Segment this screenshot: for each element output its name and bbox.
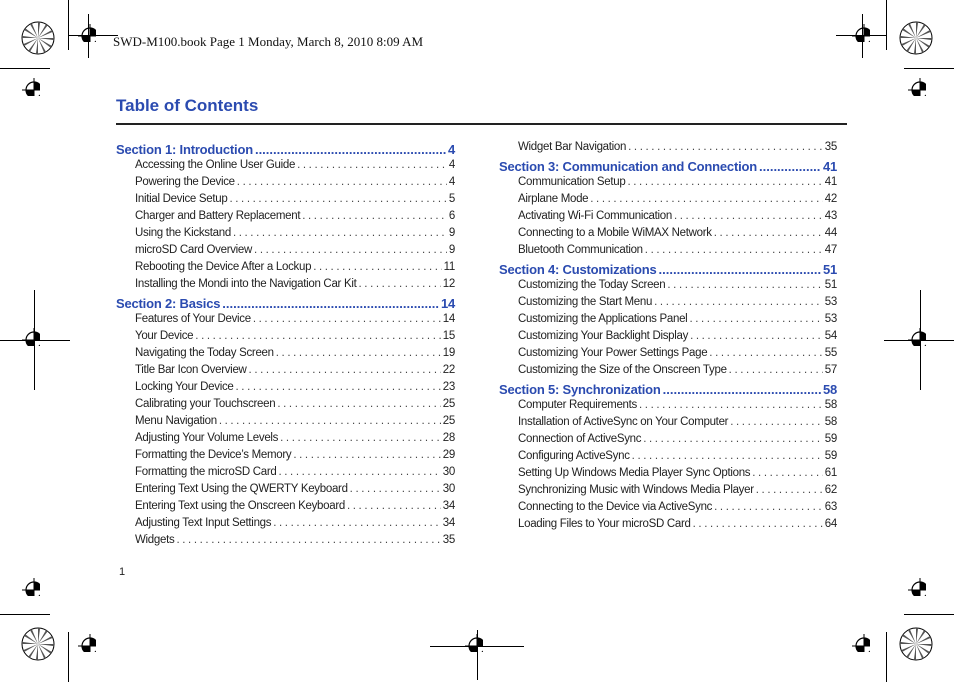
toc-entry-label: Formatting the microSD Card [135, 466, 277, 478]
dot-leader [233, 227, 447, 239]
toc-entry[interactable] [499, 227, 837, 244]
toc-entry-label: Menu Navigation [135, 415, 217, 427]
dot-leader [689, 313, 822, 325]
registration-mark-icon [908, 78, 926, 96]
toc-page-number: 14 [440, 296, 455, 311]
crop-mark-line [884, 340, 954, 341]
dot-leader [276, 347, 441, 359]
dot-leader [643, 433, 823, 445]
toc-page-number: 58 [824, 399, 837, 411]
toc-section-label: Section 3: Communication and Connection [499, 159, 757, 174]
toc-entry-label: Communication Setup [518, 176, 626, 188]
crop-mark-line [862, 14, 863, 58]
toc-entry-label: Powering the Device [135, 176, 235, 188]
dot-leader [273, 517, 441, 529]
toc-entry-label: Airplane Mode [518, 193, 589, 205]
dot-leader [759, 159, 821, 174]
toc-entry[interactable] [116, 176, 455, 193]
toc-entry[interactable] [499, 210, 837, 227]
dot-leader [229, 193, 446, 205]
dot-leader [632, 450, 823, 462]
dot-leader [590, 193, 823, 205]
toc-page-number: 42 [824, 193, 837, 205]
toc-entry[interactable] [116, 210, 455, 227]
dot-leader [639, 399, 823, 411]
crop-mark-line [34, 290, 35, 390]
toc-page-number: 55 [824, 347, 837, 359]
dot-leader [663, 382, 821, 397]
toc-entry-label: Charger and Battery Replacement [135, 210, 301, 222]
toc-entry[interactable] [116, 364, 455, 381]
toc-section-label: Section 1: Introduction [116, 142, 253, 157]
toc-entry[interactable] [116, 415, 455, 432]
dot-leader [254, 244, 447, 256]
toc-section-heading[interactable] [499, 159, 837, 176]
toc-entry[interactable] [116, 227, 455, 244]
dot-leader [709, 347, 823, 359]
dot-leader [714, 501, 823, 513]
toc-entry-label: Title Bar Icon Overview [135, 364, 247, 376]
book-header-line: SWD-M100.book Page 1 Monday, March 8, 2010 8:09 AM [113, 34, 424, 49]
toc-page-number: 58 [824, 416, 837, 428]
toc-entry[interactable] [499, 296, 837, 313]
toc-page-number: 25 [442, 398, 455, 410]
toc-entry[interactable] [499, 416, 837, 433]
toc-entry-label: Installing the Mondi into the Navigation Car Kit [135, 278, 357, 290]
toc-entry-label: Adjusting Text Input Settings [135, 517, 272, 529]
toc-entry-label: Configuring ActiveSync [518, 450, 630, 462]
toc-page-number: 30 [442, 483, 455, 495]
crop-mark-line [68, 35, 118, 36]
toc-entry[interactable] [499, 518, 837, 535]
toc-entry[interactable] [499, 501, 837, 518]
toc-section-heading[interactable] [499, 262, 837, 279]
toc-page-number: 51 [822, 262, 837, 277]
dot-leader [293, 449, 440, 461]
crop-mark-line [88, 14, 89, 58]
toc-entry[interactable] [116, 330, 455, 347]
toc-page-number: 4 [447, 142, 455, 157]
toc-page-number: 64 [824, 518, 837, 530]
page-title: Table of Contents [116, 96, 259, 115]
dot-leader [645, 244, 823, 256]
toc-entry-label: Customizing Your Power Settings Page [518, 347, 708, 359]
dot-leader [297, 159, 447, 171]
toc-page-number: 5 [448, 193, 455, 205]
toc-entry-label: Customizing the Today Screen [518, 279, 666, 291]
toc-entry-label: Connecting to a Mobile WiMAX Network [518, 227, 712, 239]
toc-entry[interactable] [116, 261, 455, 278]
toc-section-heading[interactable] [116, 296, 455, 313]
toc-page-number: 15 [442, 330, 455, 342]
toc-entry[interactable] [499, 330, 837, 347]
crop-mark-line [886, 632, 887, 682]
toc-page-number: 51 [824, 279, 837, 291]
toc-entry[interactable] [499, 141, 837, 158]
toc-column-right [499, 141, 837, 535]
dot-leader [176, 534, 440, 546]
toc-entry-label: Entering Text Using the QWERTY Keyboard [135, 483, 348, 495]
toc-entry[interactable] [499, 450, 837, 467]
toc-entry[interactable] [116, 381, 455, 398]
color-target-icon [898, 626, 934, 662]
toc-entry-label: Computer Requirements [518, 399, 637, 411]
toc-page-number: 41 [822, 159, 837, 174]
registration-mark-icon [465, 634, 483, 652]
dot-leader [752, 467, 823, 479]
toc-page-number: 14 [442, 313, 455, 325]
crop-mark-line [0, 614, 50, 615]
toc-page-number: 59 [824, 433, 837, 445]
toc-page-number: 9 [448, 244, 455, 256]
toc-page-number: 53 [824, 313, 837, 325]
title-rule [116, 123, 847, 125]
toc-entry[interactable] [499, 313, 837, 330]
toc-entry-label: Connection of ActiveSync [518, 433, 642, 445]
toc-entry[interactable] [116, 313, 455, 330]
toc-section-label: Section 2: Basics [116, 296, 221, 311]
registration-mark-icon [78, 24, 96, 42]
toc-section-heading[interactable] [499, 382, 837, 399]
dot-leader [667, 279, 822, 291]
toc-entry-label: Formatting the Device’s Memory [135, 449, 292, 461]
dot-leader [277, 398, 440, 410]
toc-entry[interactable] [499, 176, 837, 193]
toc-entry-label: Using the Kickstand [135, 227, 231, 239]
toc-page-number: 30 [442, 466, 455, 478]
crop-mark-line [0, 68, 50, 69]
toc-entry[interactable] [116, 483, 455, 500]
toc-entry[interactable] [499, 193, 837, 210]
toc-entry[interactable] [116, 432, 455, 449]
toc-entry-label: Features of Your Device [135, 313, 251, 325]
toc-page-number: 57 [824, 364, 837, 376]
toc-entry[interactable] [116, 193, 455, 210]
dot-leader [253, 313, 441, 325]
dot-leader [222, 296, 439, 311]
toc-page-number: 25 [442, 415, 455, 427]
toc-entry-label: Bluetooth Communication [518, 244, 643, 256]
toc-entry-label: Activating Wi-Fi Communication [518, 210, 672, 222]
toc-entry-label: Accessing the Online User Guide [135, 159, 296, 171]
toc-page-number: 53 [824, 296, 837, 308]
crop-mark-line [0, 340, 70, 341]
toc-page-number: 23 [442, 381, 455, 393]
toc-entry-label: Calibrating your Touchscreen [135, 398, 276, 410]
toc-page-number: 63 [824, 501, 837, 513]
toc-entry-label: Setting Up Windows Media Player Sync Options [518, 467, 751, 479]
toc-page-number: 59 [824, 450, 837, 462]
dot-leader [255, 142, 446, 157]
toc-entry-label: Customizing the Size of the Onscreen Type [518, 364, 727, 376]
toc-page-number: 4 [448, 159, 455, 171]
crop-mark-line [68, 632, 69, 682]
toc-entry[interactable] [499, 467, 837, 484]
toc-page-number: 54 [824, 330, 837, 342]
toc-entry-label: Widgets [135, 534, 175, 546]
toc-entry[interactable] [499, 347, 837, 364]
dot-leader [347, 500, 441, 512]
toc-page-number: 35 [824, 141, 837, 153]
dot-leader [730, 416, 823, 428]
dot-leader [313, 261, 441, 273]
dot-leader [628, 141, 823, 153]
dot-leader [236, 381, 441, 393]
toc-entry[interactable] [499, 244, 837, 261]
toc-entry-label: Entering Text using the Onscreen Keyboard [135, 500, 345, 512]
toc-entry[interactable] [499, 399, 837, 416]
toc-page-number: 35 [442, 534, 455, 546]
toc-entry-label: Customizing the Applications Panel [518, 313, 688, 325]
toc-entry[interactable] [116, 534, 455, 551]
toc-entry[interactable] [116, 347, 455, 364]
registration-mark-icon [78, 634, 96, 652]
toc-entry[interactable] [116, 278, 455, 295]
dot-leader [674, 210, 823, 222]
page-number: 1 [119, 566, 126, 578]
dot-leader [280, 432, 441, 444]
dot-leader [302, 210, 447, 222]
toc-page-number: 34 [442, 517, 455, 529]
toc-entry[interactable] [116, 159, 455, 176]
registration-mark-icon [852, 634, 870, 652]
dot-leader [219, 415, 441, 427]
toc-section-label: Section 5: Synchronization [499, 382, 661, 397]
toc-page-number: 22 [442, 364, 455, 376]
crop-mark-line [68, 0, 69, 50]
toc-entry-label: Your Device [135, 330, 194, 342]
dot-leader [237, 176, 447, 188]
crop-mark-line [430, 646, 524, 647]
crop-mark-line [836, 35, 886, 36]
dot-leader [714, 227, 823, 239]
toc-entry-label: Initial Device Setup [135, 193, 228, 205]
registration-mark-icon [22, 578, 40, 596]
toc-entry-label: Adjusting Your Volume Levels [135, 432, 279, 444]
dot-leader [729, 364, 823, 376]
color-target-icon [20, 20, 56, 56]
toc-page-number: 58 [822, 382, 837, 397]
dot-leader [195, 330, 441, 342]
crop-mark-line [904, 614, 954, 615]
toc-entry[interactable] [499, 279, 837, 296]
toc-section-label: Section 4: Customizations [499, 262, 657, 277]
toc-page-number: 41 [824, 176, 837, 188]
toc-entry[interactable] [499, 484, 837, 501]
toc-entry[interactable] [116, 244, 455, 261]
toc-entry-label: Synchronizing Music with Windows Media Player [518, 484, 754, 496]
crop-mark-line [886, 0, 887, 50]
crop-mark-line [904, 68, 954, 69]
toc-page-number: 12 [442, 278, 455, 290]
toc-page-number: 34 [442, 500, 455, 512]
toc-page-number: 4 [448, 176, 455, 188]
toc-page-number: 61 [824, 467, 837, 479]
color-target-icon [20, 626, 56, 662]
crop-mark-line [477, 630, 478, 680]
toc-page-number: 19 [442, 347, 455, 359]
toc-entry[interactable] [499, 433, 837, 450]
registration-mark-icon [22, 328, 40, 346]
dot-leader [358, 278, 440, 290]
toc-page-number: 28 [442, 432, 455, 444]
toc-page-number: 6 [448, 210, 455, 222]
dot-leader [278, 466, 440, 478]
toc-entry-label: Loading Files to Your microSD Card [518, 518, 691, 530]
registration-mark-icon [852, 24, 870, 42]
dot-leader [756, 484, 823, 496]
toc-page-number: 47 [824, 244, 837, 256]
toc-entry-label: Navigating the Today Screen [135, 347, 274, 359]
dot-leader [693, 518, 823, 530]
registration-mark-icon [22, 78, 40, 96]
toc-entry-label: Rebooting the Device After a Lockup [135, 261, 312, 273]
toc-page-number: 44 [824, 227, 837, 239]
toc-entry-label: Customizing Your Backlight Display [518, 330, 689, 342]
dot-leader [659, 262, 821, 277]
registration-mark-icon [908, 328, 926, 346]
toc-entry-label: Locking Your Device [135, 381, 234, 393]
toc-entry-label: Widget Bar Navigation [518, 141, 627, 153]
toc-entry[interactable] [116, 449, 455, 466]
color-target-icon [898, 20, 934, 56]
toc-entry-label: Installation of ActiveSync on Your Computer [518, 416, 729, 428]
toc-page-number: 11 [443, 261, 455, 273]
dot-leader [690, 330, 823, 342]
toc-entry-label: Connecting to the Device via ActiveSync [518, 501, 713, 513]
registration-mark-icon [908, 578, 926, 596]
dot-leader [350, 483, 441, 495]
toc-entry[interactable] [116, 500, 455, 517]
toc-section-heading[interactable] [116, 142, 455, 159]
toc-page-number: 29 [442, 449, 455, 461]
toc-entry-label: microSD Card Overview [135, 244, 253, 256]
toc-entry[interactable] [116, 398, 455, 415]
toc-column-left [116, 141, 455, 551]
dot-leader [627, 176, 822, 188]
dot-leader [249, 364, 441, 376]
dot-leader [654, 296, 823, 308]
toc-entry[interactable] [116, 517, 455, 534]
crop-mark-line [920, 290, 921, 390]
toc-page-number: 43 [824, 210, 837, 222]
toc-entry-label: Customizing the Start Menu [518, 296, 653, 308]
toc-page-number: 62 [824, 484, 837, 496]
toc-entry[interactable] [116, 466, 455, 483]
toc-entry[interactable] [499, 364, 837, 381]
toc-page-number: 9 [448, 227, 455, 239]
